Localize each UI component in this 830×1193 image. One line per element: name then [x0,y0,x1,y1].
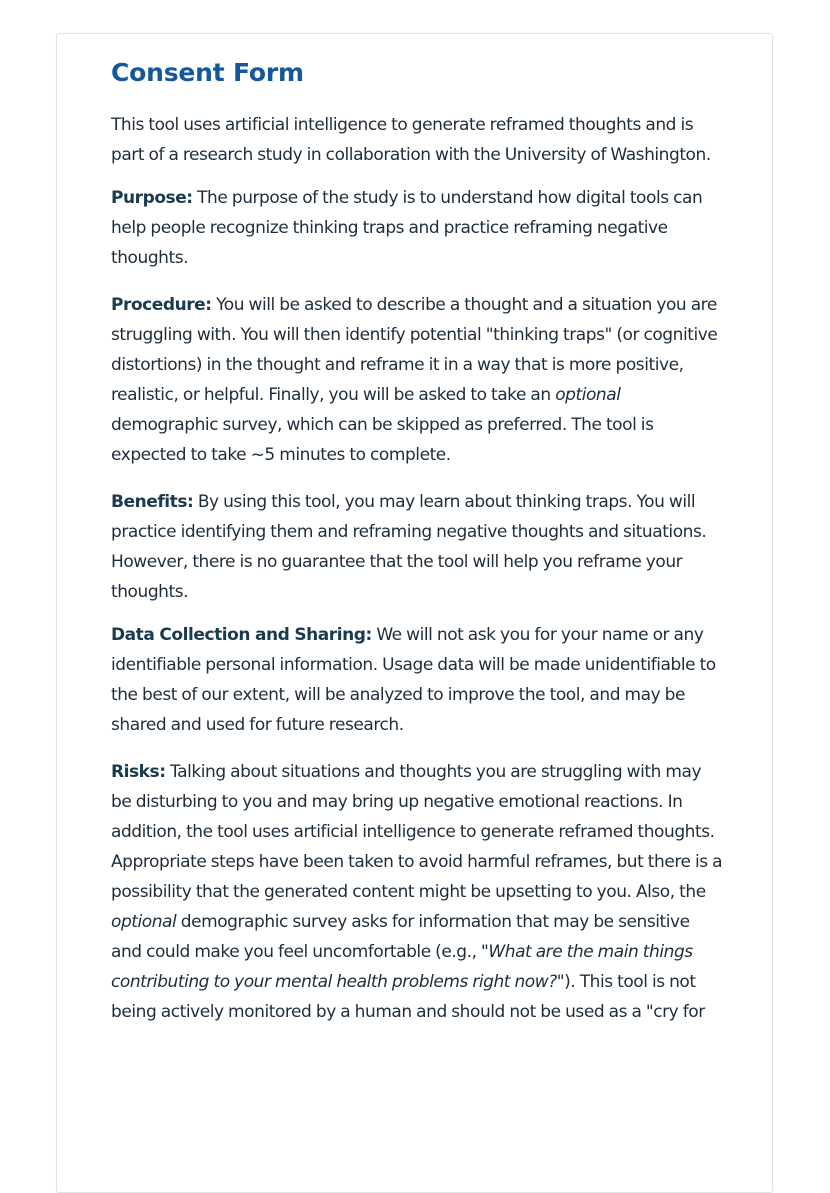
procedure-text: You will be asked to describe a thought and a situation you are struggling with. You will then identify potential "thinking traps" (or cognitive distortions) in the thought and reframe it in a way that is more positive, realistic, or helpful. Finally, you will be asked to take an [111,295,718,405]
risks-emphasis-example: What are the main things contributing to your mental health problems right now? [111,942,693,992]
procedure-paragraph [111,290,723,470]
purpose-text: The purpose of the study is to understand how digital tools can help people recognize thinking traps and practice reframing negative thoughts. [111,188,703,268]
risks-emphasis-optional: optional [111,912,177,932]
purpose-paragraph [111,183,723,273]
page-title: Consent Form [111,58,304,87]
data-collection-label: Data Collection and Sharing: [111,625,372,645]
intro-paragraph: This tool uses artificial intelligence to generate reframed thoughts and is part of a research study in collaboration with the University of Washington. [111,115,711,165]
data-collection-text: We will not ask you for your name or any identifiable personal information. Usage data will be made unidentifiable to the best of our extent, will be analyzed to improve the tool, and may be shared and used for future research. [111,625,716,735]
procedure-emphasis: optional [555,385,621,405]
risks-text-continued: "). This tool is not being actively monitored by a human and should not be used as a "cry for [111,972,705,1022]
risks-text-survey: demographic survey asks for information that may be sensitive and could make you feel uncomfortable (e.g., " [111,912,690,962]
consent-content [111,56,723,1047]
data-collection-paragraph [111,620,723,740]
consent-card [56,33,773,1193]
benefits-paragraph [111,487,723,607]
procedure-label: Procedure: [111,295,212,315]
risks-paragraph [111,757,723,1027]
benefits-label: Benefits: [111,492,194,512]
purpose-label: Purpose: [111,188,193,208]
risks-label: Risks: [111,762,166,782]
risks-text: Talking about situations and thoughts you are struggling with may be disturbing to you and may bring up negative emotional reactions. In addition, the tool uses artificial intelligence to generate reframed thoughts. Appropriate steps have been taken to avoid harmful reframes, but there is a possibility that the generated content might be upsetting to you. Also, the [111,762,723,902]
benefits-text: By using this tool, you may learn about thinking traps. You will practice identifying them and reframing negative thoughts and situations. However, there is no guarantee that the tool will help you reframe your thoughts. [111,492,707,602]
procedure-text-continued: demographic survey, which can be skipped as preferred. The tool is expected to take ~5 minutes to complete. [111,415,654,465]
